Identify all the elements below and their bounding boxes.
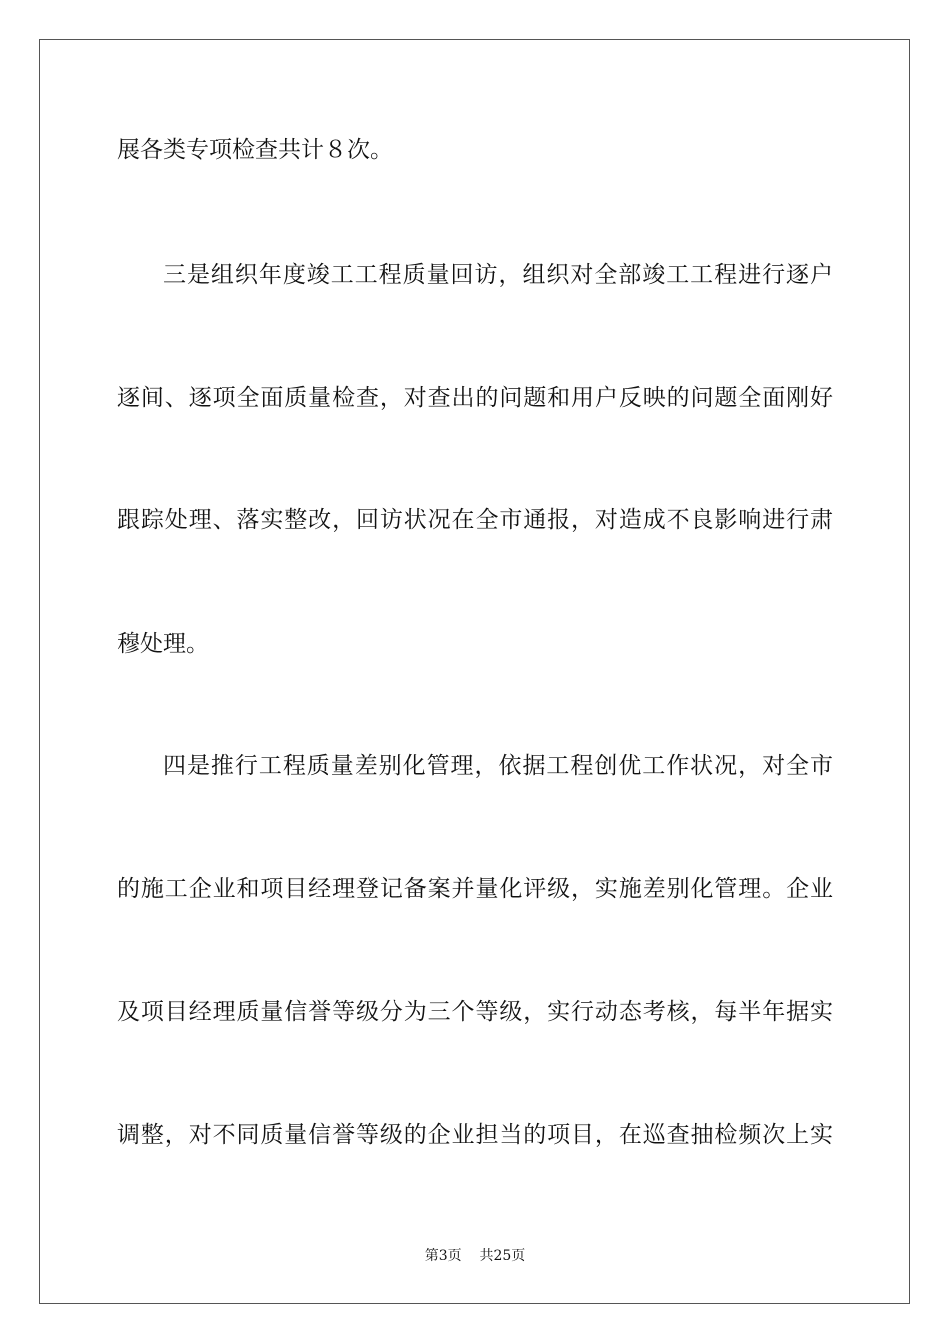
total-pages: 共25页 [479, 1248, 526, 1264]
text-line-5: 穆处理。 [117, 631, 209, 657]
text-line-2: 三是组织年度竣工工程质量回访，组织对全部竣工工程进行逐户 [163, 262, 833, 288]
text-line-7: 的施工企业和项目经理登记备案并量化评级，实施差别化管理。企业 [117, 876, 833, 902]
text-line-6: 四是推行工程质量差别化管理，依据工程创优工作状况，对全市 [163, 753, 833, 779]
text-line-4: 跟踪处理、落实整改，回访状况在全市通报，对造成不良影响进行肃 [117, 507, 833, 533]
text-line-3: 逐间、逐项全面质量检查，对查出的问题和用户反映的问题全面刚好 [117, 385, 833, 411]
page-footer [0, 1245, 950, 1265]
text-line-1: 展各类专项检查共计８次。 [117, 137, 393, 163]
page-number: 第3页 [424, 1248, 462, 1264]
text-line-8: 及项目经理质量信誉等级分为三个等级，实行动态考核，每半年据实 [117, 999, 833, 1025]
text-line-9: 调整，对不同质量信誉等级的企业担当的项目，在巡查抽检频次上实 [117, 1122, 833, 1148]
